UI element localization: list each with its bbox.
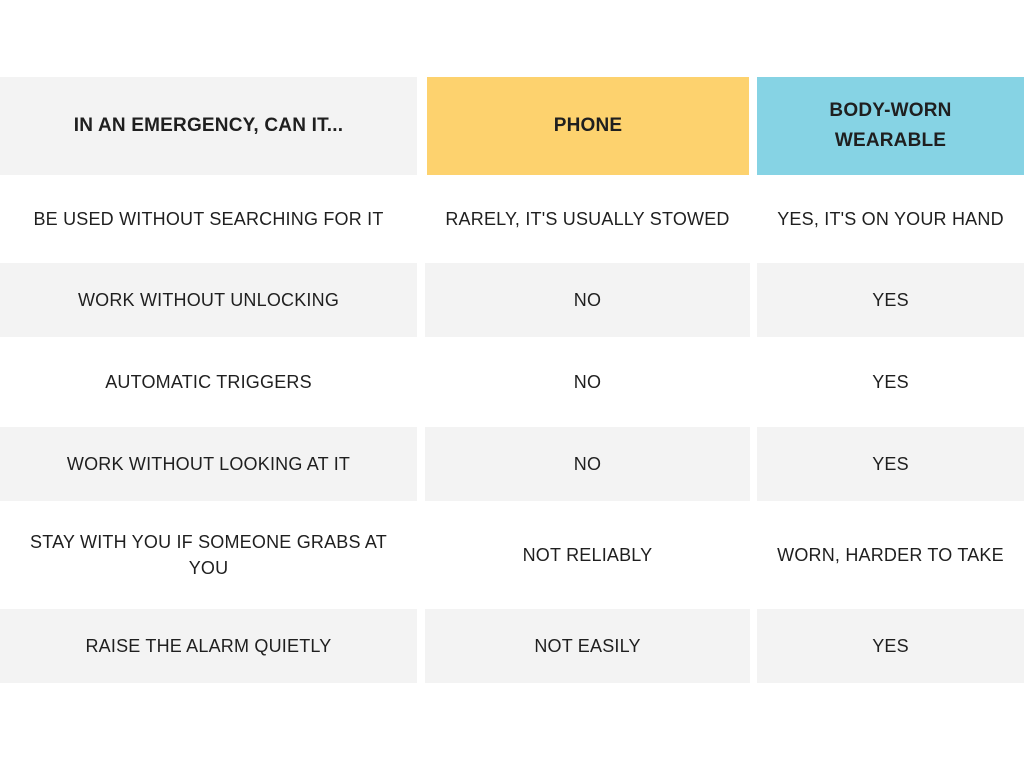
row-question: RAISE THE ALARM QUIETLY	[0, 609, 417, 683]
row-question: AUTOMATIC TRIGGERS	[105, 372, 312, 392]
row-question: STAY WITH YOU IF SOMEONE GRABS AT YOU	[30, 532, 387, 578]
row-wearable-answer: YES	[872, 372, 909, 392]
row-phone-answer: NO	[573, 372, 602, 392]
row-phone-answer: NOT RELIABLY	[522, 545, 653, 565]
row-question: WORK WITHOUT LOOKING AT IT	[0, 427, 417, 501]
header-question: IN AN EMERGENCY, CAN IT...	[0, 77, 417, 175]
row-phone-answer: NO	[425, 263, 750, 337]
row-wearable-answer: YES, IT'S ON YOUR HAND	[777, 209, 1004, 229]
row-wearable-answer: YES	[757, 263, 1024, 337]
row-question: WORK WITHOUT UNLOCKING	[0, 263, 417, 337]
row-wearable-answer: WORN, HARDER TO TAKE	[777, 545, 1004, 565]
header-wearable: BODY-WORN WEARABLE	[757, 77, 1024, 175]
header-phone: PHONE	[427, 77, 749, 175]
row-wearable-answer: YES	[757, 427, 1024, 501]
row-phone-answer: NO	[425, 427, 750, 501]
row-phone-answer: RARELY, IT'S USUALLY STOWED	[445, 209, 730, 229]
row-phone-answer: NOT EASILY	[425, 609, 750, 683]
row-wearable-answer: YES	[757, 609, 1024, 683]
row-question: BE USED WITHOUT SEARCHING FOR IT	[33, 209, 384, 229]
